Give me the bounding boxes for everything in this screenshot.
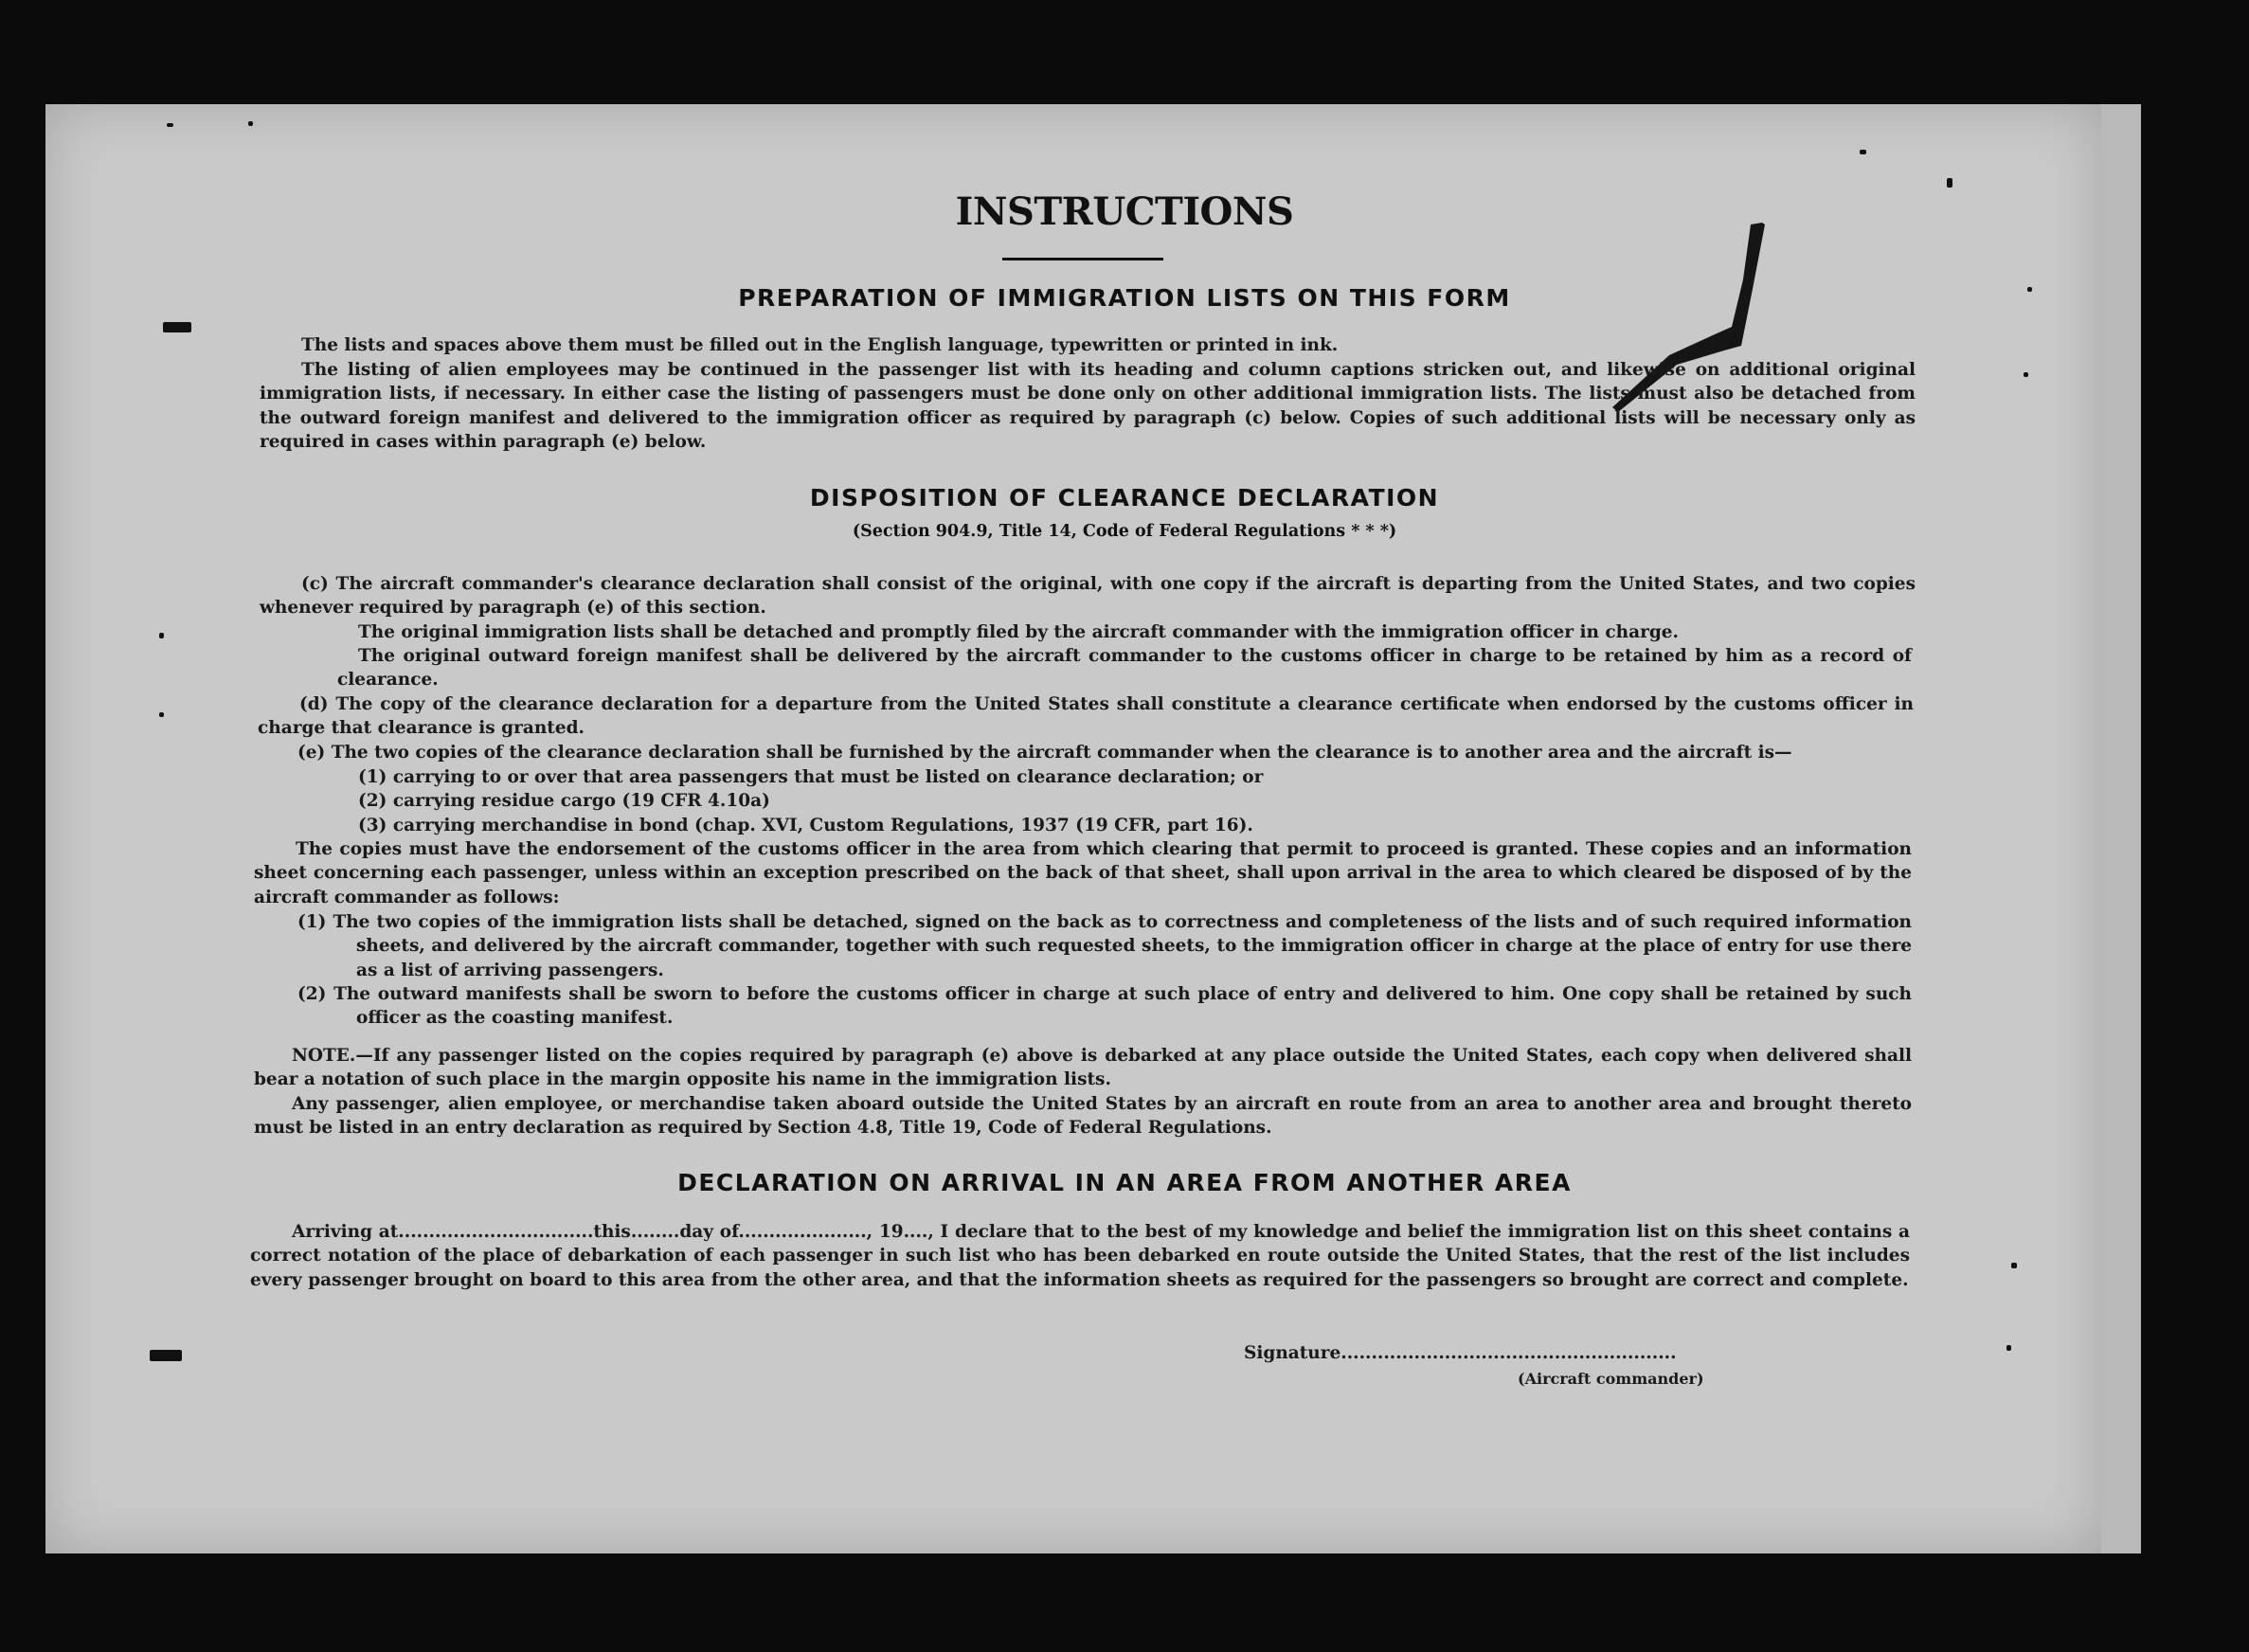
paragraph	[260, 358, 1916, 455]
page-title: INSTRUCTIONS	[955, 189, 1294, 234]
paragraph: The original immigration lists shall be detached and promptly filed by the aircraft commander with the immigration officer in charge.	[358, 622, 1679, 642]
paragraph-c	[260, 572, 1916, 620]
punch-mark	[150, 1350, 182, 1361]
paragraph	[254, 837, 1912, 909]
speck	[167, 123, 173, 127]
speck	[2011, 1263, 2017, 1268]
paragraph	[337, 644, 1912, 692]
list-item: (2) carrying residue cargo (19 CFR 4.10a)	[358, 791, 770, 811]
paragraph	[254, 1092, 1912, 1140]
signature-field: Signature.......................................................	[1244, 1343, 1677, 1363]
paragraph-text: (1) The two copies of the immigration lists shall be detached, signed on the back as to correctness and completeness of the lists and of such required information sheets, and delivered by the aircraft commander, together with such requested sheets, to the immigration officer in charge at the place of entry for use there as a list of arriving passengers.	[297, 912, 1912, 980]
paragraph-text: Arriving at................................this........day of....................., 19...., I declare that to the best of my knowledge and belief the immigration list on this sheet contains a correct notation of the place of debarkation of each passenger in such list who has been debarked en route outside the United States, that the rest of the list includes every passenger brought on board to this area from the other area, and that the information sheets as required for the passengers so brought are correct and complete.	[250, 1222, 1910, 1290]
sheet-edge	[2101, 104, 2141, 1553]
section-heading-preparation: PREPARATION OF IMMIGRATION LISTS ON THIS FORM	[738, 284, 1511, 312]
speck	[1860, 150, 1866, 154]
list-item: (1) carrying to or over that area passengers that must be listed on clearance declaration; or	[358, 767, 1264, 787]
paragraph-e: (e) The two copies of the clearance declaration shall be furnished by the aircraft commander when the clearance is to another area and the aircraft is—	[297, 743, 1792, 763]
list-item: (3) carrying merchandise in bond (chap. XVI, Custom Regulations, 1937 (19 CFR, part 16).	[358, 816, 1253, 835]
title-rule	[1002, 258, 1163, 260]
section-subheading-citation: (Section 904.9, Title 14, Code of Federal Regulations * * *)	[852, 522, 1397, 541]
paragraph-text: The original outward foreign manifest shall be delivered by the aircraft commander to the customs officer in charge to be retained by him as a record of clearance.	[337, 646, 1912, 691]
speck	[159, 712, 164, 717]
paragraph-text: Any passenger, alien employee, or merchandise taken aboard outside the United States by an aircraft en route from an area to another area and brought thereto must be listed in an entry declaration as required by Section 4.8, Title 19, Code of Federal Regulations.	[254, 1094, 1912, 1139]
speck	[159, 633, 164, 638]
paragraph-text: The listing of alien employees may be continued in the passenger list with its heading and column captions stricken out, and likewise on additional original immigration lists, if necessary. In either case the listing of passengers must be done only on other additional immigration lists. The lists must also be detached from the outward foreign manifest and delivered to the immigration officer as required by paragraph (c) below. Copies of such additional lists will be necessary only as required in cases within paragraph (e) below.	[260, 360, 1916, 453]
speck	[2024, 372, 2028, 377]
paragraph: The lists and spaces above them must be filled out in the English language, typewritten or printed in ink.	[301, 335, 1339, 355]
paragraph-text: (d) The copy of the clearance declaration for a departure from the United States shall constitute a clearance certificate when endorsed by the customs officer in charge that clearance is granted.	[258, 694, 1914, 739]
declaration-paragraph	[250, 1220, 1910, 1292]
paragraph-d	[258, 692, 1914, 741]
speck	[1947, 178, 1952, 188]
section-heading-disposition: DISPOSITION OF CLEARANCE DECLARATION	[809, 484, 1440, 512]
section-heading-declaration: DECLARATION ON ARRIVAL IN AN AREA FROM ANOTHER AREA	[677, 1169, 1572, 1196]
list-item	[297, 910, 1912, 982]
paragraph-text: The copies must have the endorsement of the customs officer in the area from which clearing that permit to proceed is granted. These copies and an information sheet concerning each passenger, unless within an exception prescribed on the back of that sheet, shall upon arrival in the area to which cleared be disposed of by the aircraft commander as follows:	[254, 839, 1912, 907]
list-item	[297, 982, 1912, 1031]
punch-mark	[163, 322, 191, 332]
paragraph-text: (c) The aircraft commander's clearance declaration shall consist of the original, with one copy if the aircraft is departing from the United States, and two copies whenever required by paragraph (e) of this section.	[260, 574, 1916, 619]
speck	[248, 121, 253, 126]
note-paragraph	[254, 1044, 1912, 1092]
paragraph-text: NOTE.—If any passenger listed on the copies required by paragraph (e) above is debarked at any place outside the United States, each copy when delivered shall bear a notation of such place in the margin opposite his name in the immigration lists.	[254, 1046, 1912, 1090]
signature-caption: (Aircraft commander)	[1518, 1370, 1704, 1388]
paragraph-text: (2) The outward manifests shall be sworn to before the customs officer in charge at such place of entry and delivered to him. One copy shall be retained by such officer as the coasting manifest.	[297, 984, 1912, 1029]
speck	[2006, 1345, 2011, 1351]
